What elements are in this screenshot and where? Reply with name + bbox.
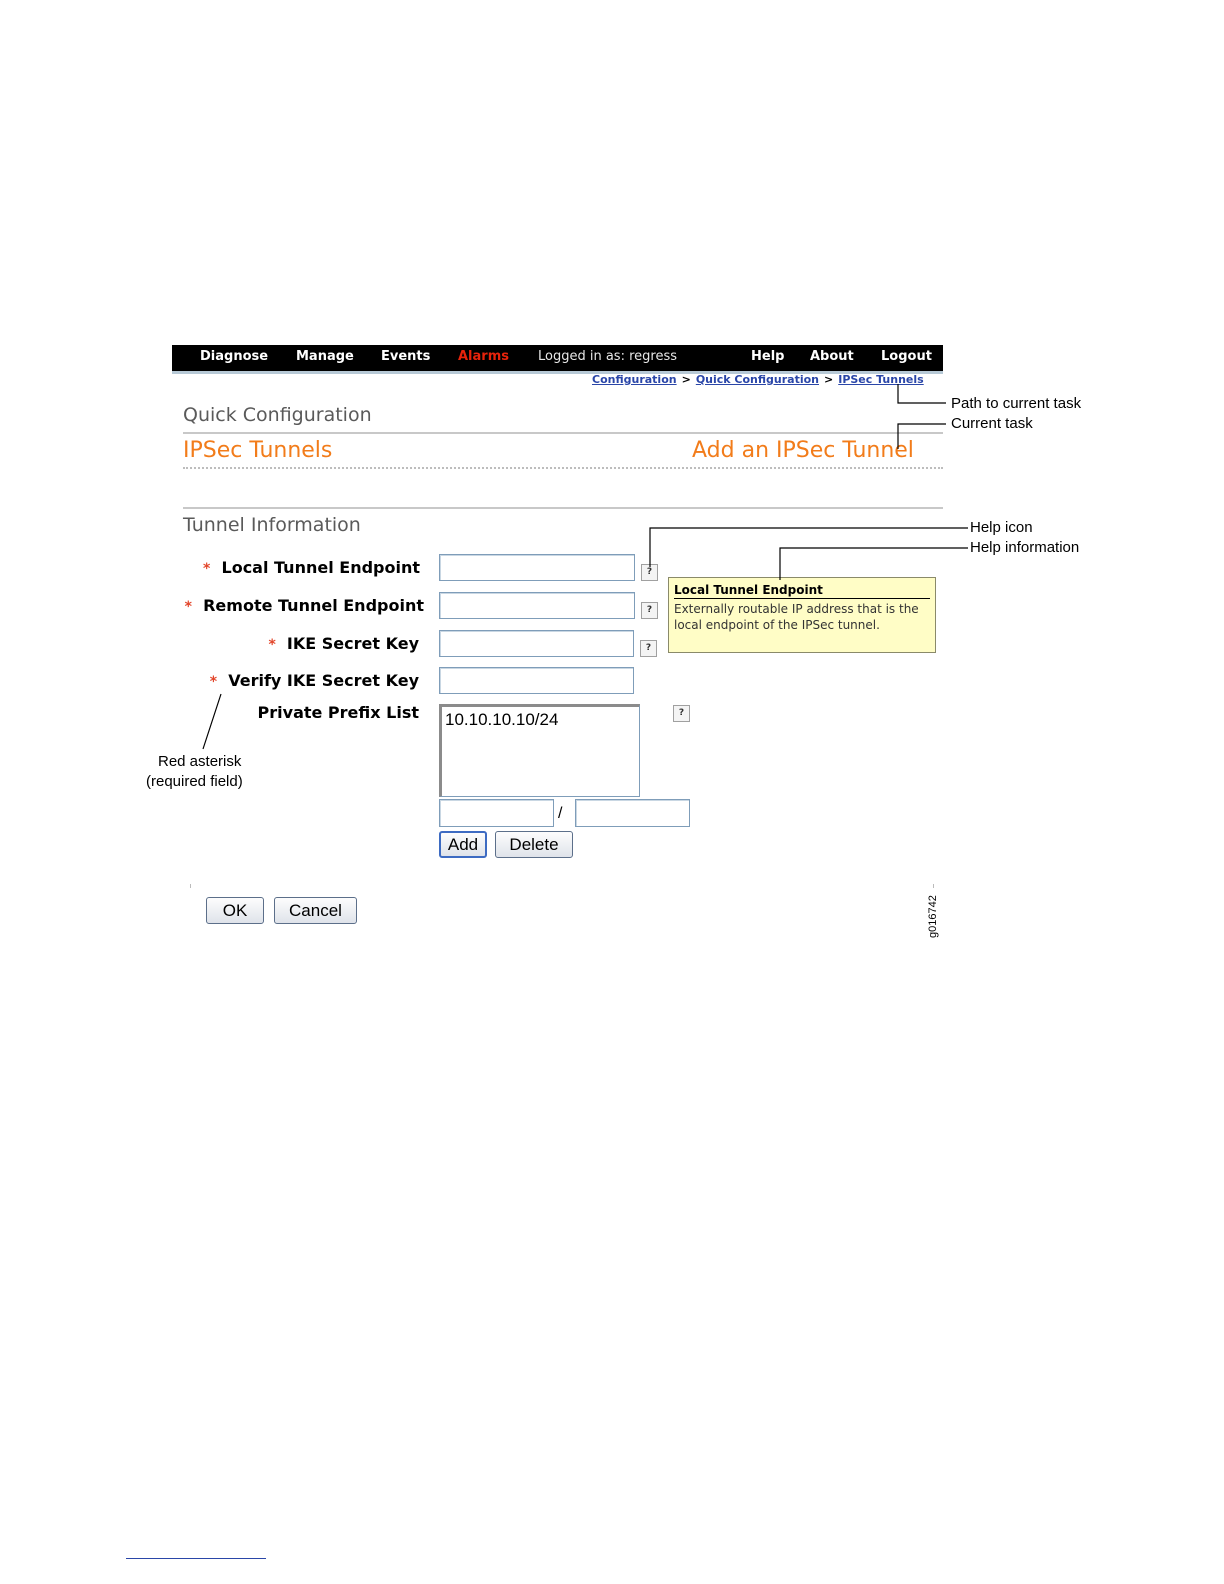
tooltip-body: Externally routable IP address that is the local endpoint of the IPSec tunnel. bbox=[674, 602, 919, 632]
nav-help[interactable]: Help bbox=[751, 349, 785, 364]
nav-manage[interactable]: Manage bbox=[296, 349, 354, 364]
nav-diagnose[interactable]: Diagnose bbox=[200, 349, 269, 364]
ok-button[interactable]: OK bbox=[206, 897, 264, 924]
tooltip-title: Local Tunnel Endpoint bbox=[674, 583, 930, 599]
ike-key-label: IKE Secret Key bbox=[286, 634, 419, 653]
breadcrumb-separator: > bbox=[824, 373, 834, 386]
local-endpoint-help-icon[interactable]: ? bbox=[641, 564, 658, 581]
current-task-title: Add an IPSec Tunnel bbox=[692, 438, 914, 463]
group-title: Tunnel Information bbox=[183, 514, 361, 536]
prefix-list-label: Private Prefix List bbox=[257, 703, 419, 722]
callout-help-info-line bbox=[780, 548, 968, 580]
section-title: Quick Configuration bbox=[183, 404, 372, 426]
verify-ike-key-label: Verify IKE Secret Key bbox=[228, 671, 419, 690]
nav-alarms[interactable]: Alarms bbox=[458, 349, 509, 364]
breadcrumb-separator: > bbox=[681, 373, 691, 386]
annotation-current-task: Current task bbox=[951, 415, 1033, 432]
annotation-path: Path to current task bbox=[951, 395, 1082, 412]
remote-endpoint-help-icon[interactable]: ? bbox=[641, 602, 658, 619]
callout-current-task-line bbox=[898, 424, 946, 449]
ike-key-help-icon[interactable]: ? bbox=[640, 640, 657, 657]
required-asterisk: * bbox=[268, 637, 276, 653]
prefix-slash: / bbox=[558, 805, 563, 822]
footer-rule bbox=[126, 1558, 266, 1559]
callout-asterisk-line bbox=[203, 694, 221, 749]
figure-id: g016742 bbox=[927, 895, 939, 938]
annotation-required-field: (required field) bbox=[146, 773, 243, 790]
required-asterisk: * bbox=[203, 561, 211, 577]
page-title: IPSec Tunnels bbox=[183, 438, 333, 463]
remote-endpoint-label: Remote Tunnel Endpoint bbox=[203, 596, 424, 615]
required-asterisk: * bbox=[209, 674, 218, 690]
prefix-list-help-icon[interactable]: ? bbox=[673, 705, 690, 722]
delete-button[interactable]: Delete bbox=[495, 831, 573, 858]
annotation-red-asterisk: Red asterisk bbox=[158, 753, 242, 770]
nav-about[interactable]: About bbox=[810, 349, 854, 364]
annotation-help-info: Help information bbox=[970, 539, 1080, 556]
cancel-button[interactable]: Cancel bbox=[274, 897, 357, 924]
callout-path-line bbox=[898, 384, 946, 403]
login-status: Logged in as: regress bbox=[538, 349, 678, 364]
breadcrumb-quick-configuration[interactable]: Quick Configuration bbox=[695, 373, 820, 386]
breadcrumb-ipsec-tunnels[interactable]: IPSec Tunnels bbox=[838, 373, 924, 386]
local-endpoint-label: Local Tunnel Endpoint bbox=[221, 558, 420, 577]
add-button[interactable]: Add bbox=[439, 831, 487, 858]
nav-events[interactable]: Events bbox=[381, 349, 431, 364]
annotation-help-icon: Help icon bbox=[970, 519, 1033, 536]
required-asterisk: * bbox=[184, 599, 192, 615]
breadcrumb-configuration[interactable]: Configuration bbox=[592, 373, 677, 386]
nav-logout[interactable]: Logout bbox=[881, 349, 932, 364]
